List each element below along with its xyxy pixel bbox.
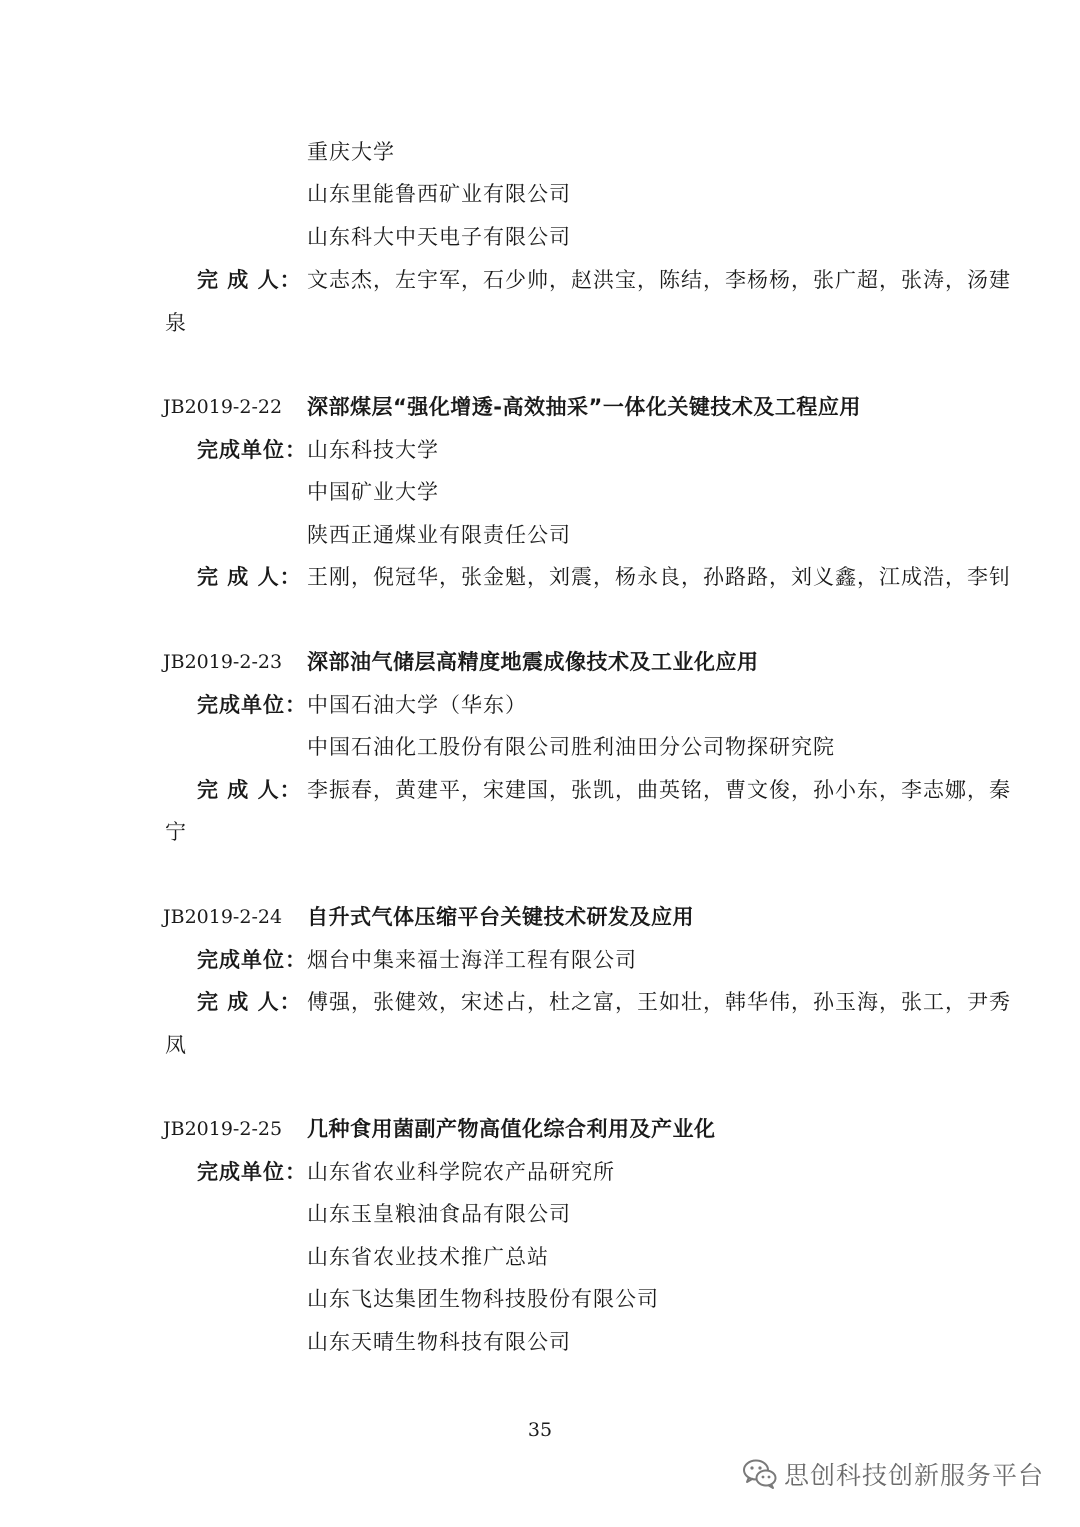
unit-line: 山东天晴生物科技有限公司: [307, 1330, 571, 1354]
watermark: [742, 1456, 1044, 1492]
unit-line: 山东玉皇粮油食品有限公司: [307, 1202, 571, 1226]
entry-title: 深部油气储层高精度地震成像技术及工业化应用: [307, 650, 759, 674]
page-number: 35: [527, 1419, 553, 1441]
units-label: 完成单位：: [197, 1160, 307, 1184]
unit-line: 山东科大中天电子有限公司: [307, 225, 571, 249]
units-label: 完成单位：: [197, 438, 307, 462]
wechat-icon: [742, 1458, 778, 1490]
persons-line: 李振春，黄建平，宋建国，张凯，曲英铭，曹文俊，孙小东，李志娜，秦: [307, 778, 1011, 802]
unit-line: 重庆大学: [307, 140, 395, 164]
entry-title: 自升式气体压缩平台关键技术研发及应用: [307, 905, 694, 929]
persons-label: 完 成 人：: [197, 268, 302, 292]
entry-title: 深部煤层“强化增透-高效抽采”一体化关键技术及工程应用: [307, 395, 861, 419]
watermark-text: 思创科技创新服务平台: [783, 1461, 1044, 1490]
unit-line: 烟台中集来福士海洋工程有限公司: [307, 948, 637, 972]
persons-label: 完 成 人：: [197, 778, 302, 802]
unit-line: 山东省农业科学院农产品研究所: [307, 1160, 615, 1184]
unit-line: 中国矿业大学: [307, 480, 439, 504]
entry-title: 几种食用菌副产物高值化综合利用及产业化: [307, 1117, 716, 1141]
persons-line: 文志杰，左宇军，石少帅，赵洪宝，陈结，李杨杨，张广超，张涛，汤建: [307, 268, 1011, 292]
persons-line: 王刚，倪冠华，张金魁，刘震，杨永良，孙路路，刘义鑫，江成浩，李钊: [307, 565, 1011, 589]
unit-line: 陕西正通煤业有限责任公司: [307, 523, 571, 547]
unit-line: 山东省农业技术推广总站: [307, 1245, 549, 1269]
persons-wrap: 宁: [165, 820, 187, 844]
persons-label: 完 成 人：: [197, 990, 302, 1014]
persons-wrap: 凤: [165, 1033, 187, 1057]
entry-code: JB2019-2-22: [163, 396, 283, 418]
persons-line: 傅强，张健效，宋述占，杜之富，王如壮，韩华伟，孙玉海，张工，尹秀: [307, 990, 1011, 1014]
unit-line: 中国石油大学（华东）: [307, 693, 527, 717]
entry-code: JB2019-2-25: [163, 1118, 283, 1140]
units-label: 完成单位：: [197, 948, 307, 972]
units-label: 完成单位：: [197, 693, 307, 717]
persons-label: 完 成 人：: [197, 565, 302, 589]
unit-line: 山东飞达集团生物科技股份有限公司: [307, 1287, 659, 1311]
entry-code: JB2019-2-24: [163, 906, 283, 928]
persons-wrap: 泉: [165, 311, 187, 335]
unit-line: 中国石油化工股份有限公司胜利油田分公司物探研究院: [307, 735, 835, 759]
unit-line: 山东科技大学: [307, 438, 439, 462]
unit-line: 山东里能鲁西矿业有限公司: [307, 182, 571, 206]
entry-code: JB2019-2-23: [163, 651, 283, 673]
